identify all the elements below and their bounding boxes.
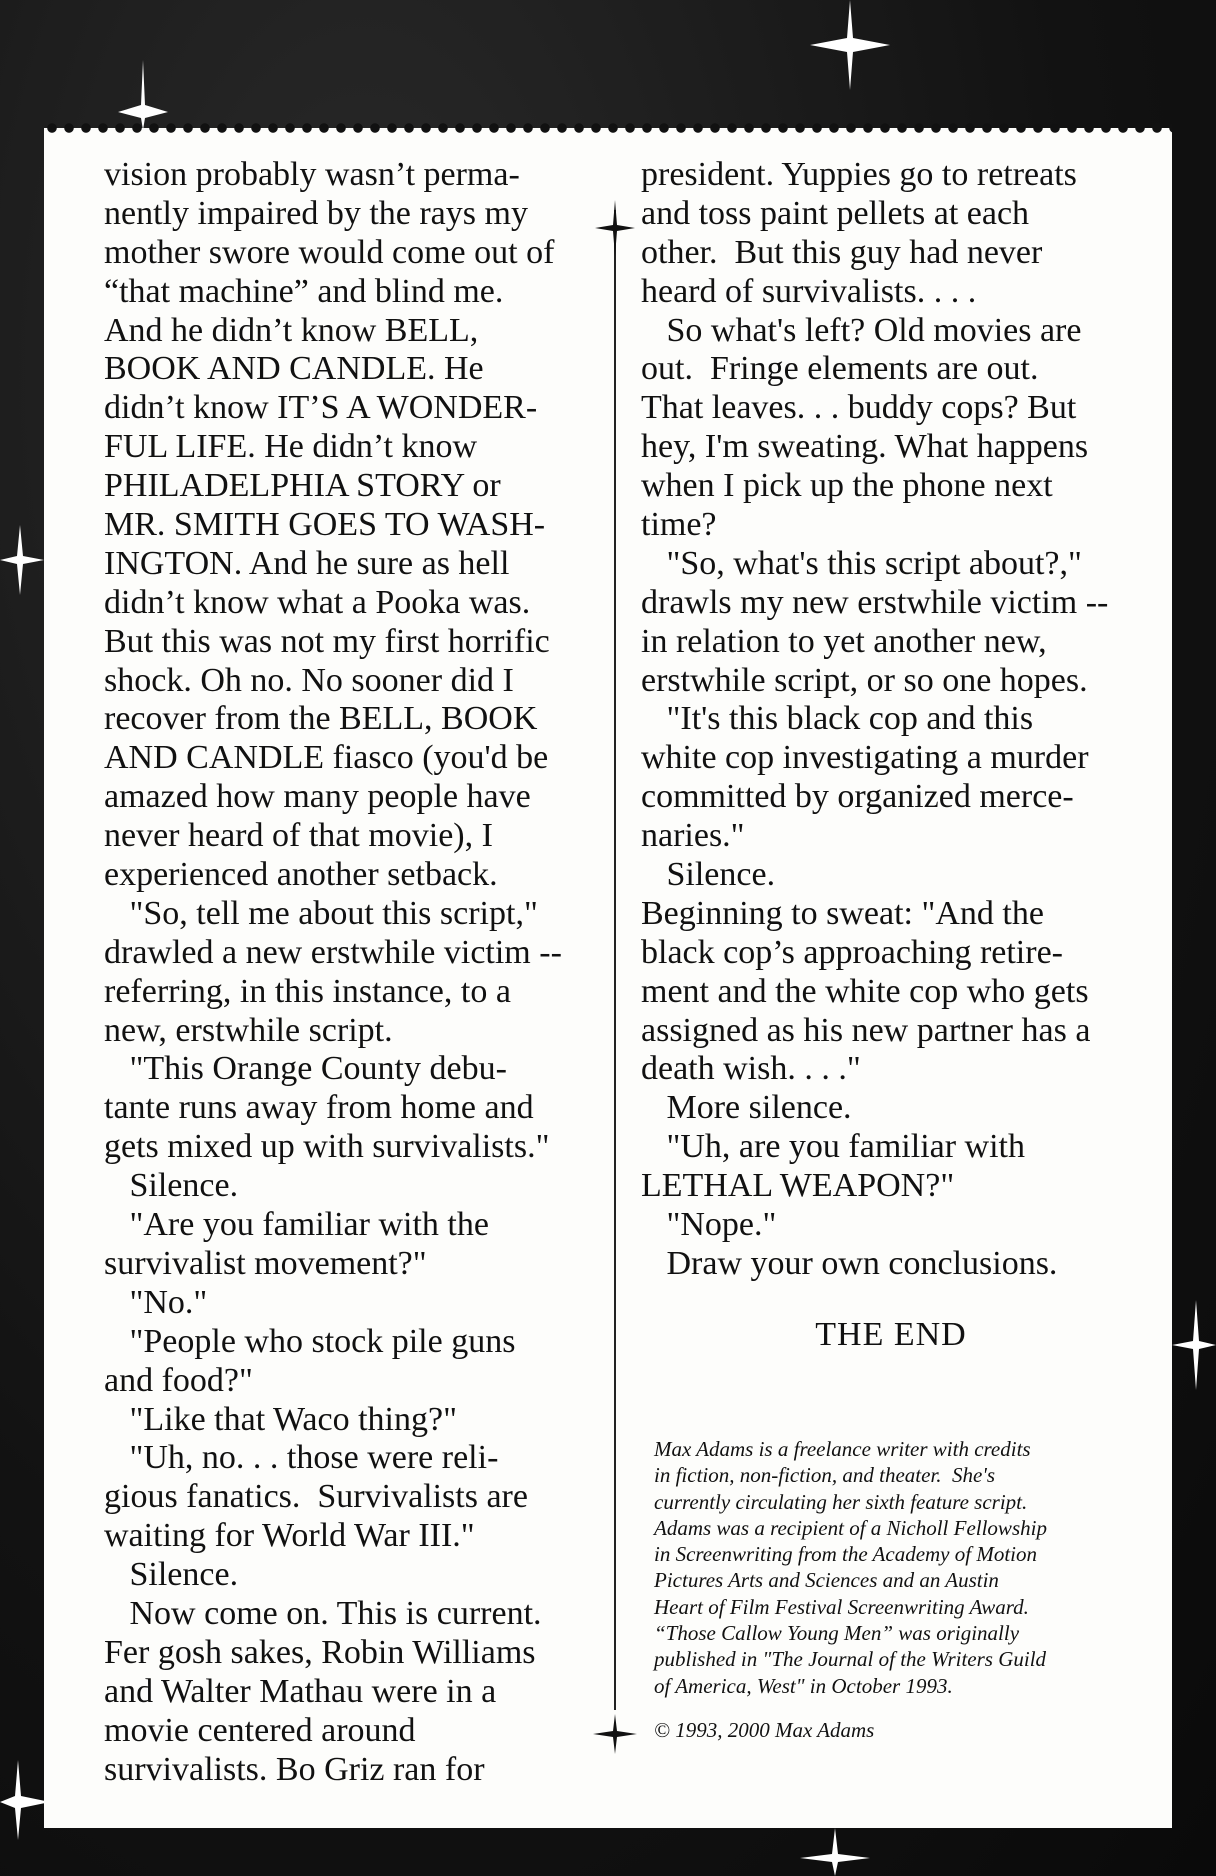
left-column-line: "Are you familiar with the — [104, 1206, 489, 1244]
left-column-line: recover from the BELL, BOOK — [104, 700, 538, 738]
left-column-line: vision probably wasn’t perma- — [104, 156, 520, 193]
right-column-line: hey, I'm sweating. What happens — [641, 428, 1089, 466]
left-column-line: survivalist movement?" — [104, 1244, 427, 1282]
right-column-line: white cop investigating a murder — [641, 739, 1089, 777]
left-column-line: new, erstwhile script. — [104, 1011, 393, 1049]
bio-line: Adams was a recipient of a Nicholl Fellowship — [654, 1515, 1047, 1540]
right-column-line: death wish. . . ." — [641, 1050, 861, 1088]
bio-line: currently circulating her sixth feature script. — [654, 1489, 1028, 1514]
right-column-line: heard of survivalists. . . . — [641, 272, 977, 310]
sparkle-icon-left-mid — [0, 525, 44, 595]
left-column-line: and food?" — [104, 1361, 253, 1399]
left-column-line: BOOK AND CANDLE. He — [104, 350, 484, 388]
divider-sparkle-icon-top — [595, 200, 635, 256]
left-column-line: Now come on. This is current. — [104, 1594, 542, 1632]
left-column-line: "So, tell me about this script," — [104, 894, 538, 932]
perforated-edge — [44, 120, 1172, 136]
right-column-line: when I pick up the phone next — [641, 467, 1053, 505]
left-column-line: FUL LIFE. He didn’t know — [104, 428, 478, 466]
left-column-line: "Uh, no. . . those were reli- — [104, 1439, 499, 1477]
left-column-line: MR. SMITH GOES TO WASH- — [104, 506, 546, 544]
column-divider — [614, 210, 616, 1710]
left-column-line: "This Orange County debu- — [104, 1050, 507, 1088]
left-column-line: experienced another setback. — [104, 856, 498, 894]
bio-line: Max Adams is a freelance writer with credits — [654, 1437, 1031, 1461]
bio-line: “Those Callow Young Men” was originally — [654, 1621, 1020, 1646]
right-column-line: other. But this guy had never — [641, 233, 1043, 271]
divider-sparkle-icon-bottom — [593, 1714, 637, 1754]
sparkle-icon-bottom-left — [0, 1760, 50, 1840]
left-column-line: Silence. — [104, 1167, 239, 1205]
left-column-line: "No." — [104, 1283, 208, 1321]
right-column-line: president. Yuppies go to retreats — [641, 156, 1077, 193]
left-column-line: shock. Oh no. No sooner did I — [104, 661, 514, 699]
right-column-line: Draw your own conclusions. — [641, 1244, 1058, 1282]
bio-line: published in "The Journal of the Writers Guild — [654, 1647, 1047, 1672]
right-column-line: LETHAL WEAPON?" — [641, 1167, 955, 1205]
left-column-line: Fer gosh sakes, Robin Williams — [104, 1633, 536, 1671]
sparkle-icon-top-right — [810, 0, 890, 90]
author-bio — [654, 1436, 1154, 1699]
left-column-line: “that machine” and blind me. — [104, 272, 504, 310]
left-column-line: "People who stock pile guns — [104, 1322, 516, 1360]
left-column-line: And he didn’t know BELL, — [104, 311, 479, 349]
left-column-text — [104, 156, 604, 1789]
right-column-line: Silence. — [641, 856, 776, 894]
right-column-text — [641, 156, 1151, 1284]
right-column-line: assigned as his new partner has a — [641, 1011, 1091, 1049]
left-column-line: movie centered around — [104, 1711, 416, 1749]
left-column-line: amazed how many people have — [104, 778, 531, 816]
right-column-line: time? — [641, 506, 717, 544]
right-column-line: "It's this black cop and this — [641, 700, 1034, 738]
right-column-line: and toss paint pellets at each — [641, 194, 1030, 232]
left-column-line: AND CANDLE fiasco (you'd be — [104, 739, 549, 777]
left-column-line: But this was not my first horrific — [104, 622, 550, 660]
right-column-line: "Uh, are you familiar with — [641, 1128, 1025, 1166]
left-column-line: nently impaired by the rays my — [104, 194, 528, 232]
left-column-line: didn’t know IT’S A WONDER- — [104, 389, 538, 427]
left-column-line: referring, in this instance, to a — [104, 972, 511, 1010]
left-column-line: Silence. — [104, 1556, 239, 1594]
left-column-line: tante runs away from home and — [104, 1089, 534, 1127]
right-column-line: More silence. — [641, 1089, 852, 1127]
right-column-line: black cop’s approaching retire- — [641, 933, 1063, 971]
left-column-line: drawled a new erstwhile victim -- — [104, 933, 562, 971]
bio-line: Heart of Film Festival Screenwriting Award. — [654, 1594, 1029, 1619]
bio-line: in fiction, non-fiction, and theater. She's — [654, 1463, 996, 1488]
bio-line: Pictures Arts and Sciences and an Austin — [654, 1568, 999, 1593]
left-column-line: survivalists. Bo Griz ran for — [104, 1750, 485, 1788]
copyright-notice: © 1993, 2000 Max Adams — [654, 1718, 875, 1742]
bio-line: of America, West" in October 1993. — [654, 1673, 953, 1698]
left-column-line: INGTON. And he sure as hell — [104, 544, 510, 582]
right-column-line: That leaves. . . buddy cops? But — [641, 389, 1077, 427]
right-column-line: erstwhile script, or so one hopes. — [641, 661, 1088, 699]
right-column-line: committed by organized merce- — [641, 778, 1074, 816]
right-column-line: Beginning to sweat: "And the — [641, 894, 1044, 932]
sparkle-icon-right-mid — [1172, 1300, 1216, 1390]
right-column-line: "Nope." — [641, 1206, 777, 1244]
right-column-line: ment and the white cop who gets — [641, 972, 1089, 1010]
left-column-line: PHILADELPHIA STORY or — [104, 467, 501, 505]
left-column-line: never heard of that movie), I — [104, 817, 493, 855]
bio-line: in Screenwriting from the Academy of Motion — [654, 1542, 1037, 1567]
right-column-line: in relation to yet another new, — [641, 622, 1047, 660]
left-column-line: waiting for World War III." — [104, 1517, 475, 1555]
left-column-line: didn’t know what a Pooka was. — [104, 583, 531, 621]
left-column-line: gets mixed up with survivalists." — [104, 1128, 550, 1166]
right-column-line: So what's left? Old movies are — [641, 311, 1082, 349]
right-column-line: out. Fringe elements are out. — [641, 350, 1039, 388]
left-column-line: gious fanatics. Survivalists are — [104, 1478, 528, 1516]
left-column-line: mother swore would come out of — [104, 233, 555, 271]
right-column-line: "So, what's this script about?," — [641, 544, 1082, 582]
right-column-line: naries." — [641, 817, 745, 855]
the-end-heading: THE END — [815, 1316, 967, 1353]
left-column-line: "Like that Waco thing?" — [104, 1400, 457, 1438]
left-column-line: and Walter Mathau were in a — [104, 1672, 497, 1710]
right-column-line: drawls my new erstwhile victim -- — [641, 583, 1109, 621]
sparkle-icon-bottom-right — [800, 1828, 870, 1876]
